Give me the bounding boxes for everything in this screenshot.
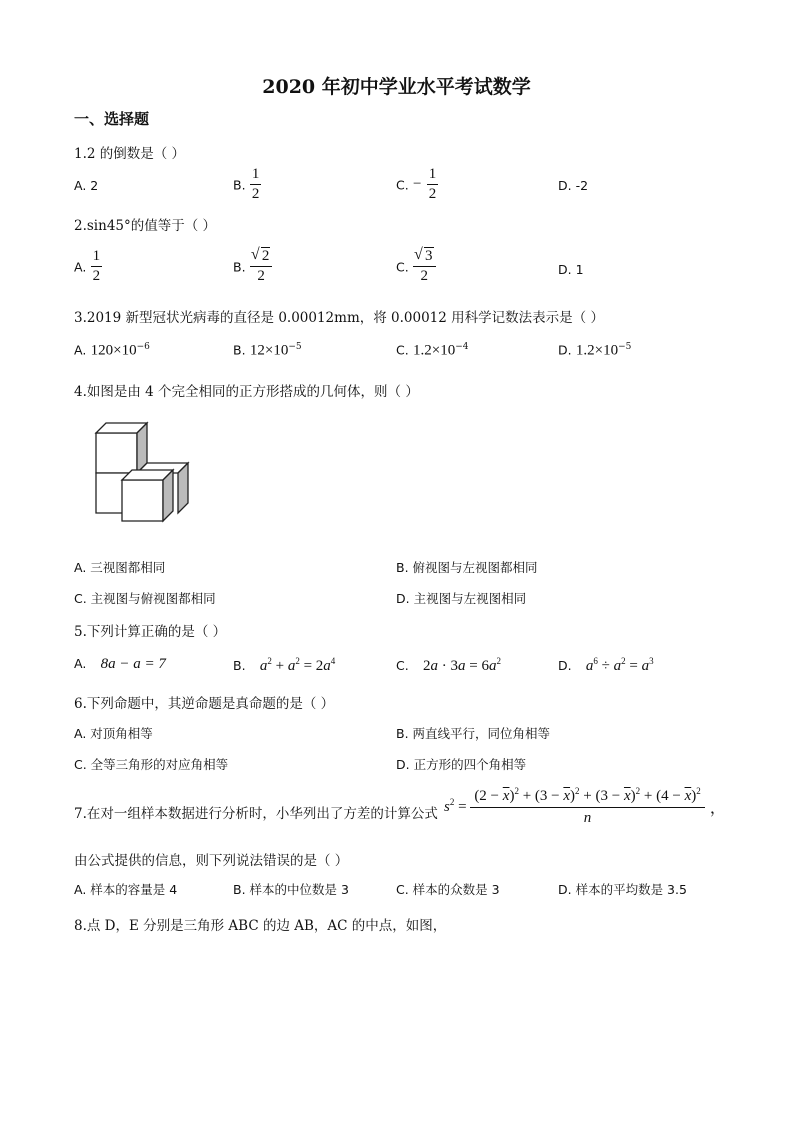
q2-option-a bbox=[74, 248, 102, 286]
question-7-stem-continued: 由公式提供的信息，则下列说法错误的是（ ） bbox=[74, 853, 349, 869]
q3-d-exponent: −5 bbox=[618, 342, 632, 352]
q3-c-coefficient: 1.2×10 bbox=[413, 342, 456, 359]
q4-option-d: D. 主视图与左视图相同 bbox=[396, 591, 527, 606]
q4-option-a: A. 三视图都相同 bbox=[74, 560, 166, 575]
q5-a-expression: 8a − a = 7 bbox=[100, 656, 166, 672]
q1-option-b bbox=[233, 166, 261, 204]
question-7-stem: 7.在对一组样本数据进行分析时，小华列出了方差的计算公式 bbox=[74, 806, 438, 822]
q2-option-d: D. 1 bbox=[558, 262, 584, 277]
stacked-cubes-figure bbox=[90, 418, 200, 528]
q2-option-c-fraction bbox=[413, 248, 436, 286]
q7-option-d: D. 样本的平均数是 3.5 bbox=[558, 882, 687, 897]
q7-option-a: A. 样本的容量是 4 bbox=[74, 882, 178, 897]
q2-option-b-label: B. bbox=[233, 259, 246, 275]
q1-option-d: D. -2 bbox=[558, 178, 589, 193]
q5-option-d bbox=[558, 656, 654, 675]
q5-option-c-label: C. bbox=[396, 658, 409, 673]
q3-c-exponent: −4 bbox=[455, 342, 469, 352]
q5-option-b-label: B. bbox=[233, 658, 246, 673]
q1-option-a: A. 2 bbox=[74, 178, 99, 193]
q2-option-a-label: A. bbox=[74, 259, 87, 275]
q1-c-numerator: 1 bbox=[427, 166, 439, 185]
question-3-stem: 3.2019 新型冠状光病毒的直径是 0.00012mm，将 0.00012 用科学记数法表示是（ ） bbox=[74, 310, 604, 326]
variance-symbol: $s^2$ = bbox=[444, 797, 471, 815]
q4-option-c: C. 主视图与俯视图都相同 bbox=[74, 591, 216, 606]
q3-a-coefficient: 120×10 bbox=[90, 342, 137, 359]
question-2-stem: 2.sin45°的值等于（ ） bbox=[74, 218, 217, 234]
q1-c-minus-sign: − bbox=[413, 176, 422, 193]
q3-option-b-label: B. bbox=[233, 342, 246, 358]
q2-a-denominator: 2 bbox=[92, 268, 101, 285]
question-1-stem: 1.2 的倒数是（ ） bbox=[74, 146, 186, 162]
q2-option-c bbox=[396, 248, 436, 286]
q3-option-c bbox=[396, 342, 469, 360]
variance-formula: $s^2$ = $\frac{(2 - \overline{x})^2 + (3 - \overline{x})^2 + (3 - \overline{x})^2 + (4 - \overline{x})^2}{n}$ ， bbox=[444, 786, 726, 826]
q2-b-radicand: 2 bbox=[261, 248, 270, 264]
q2-c-radicand: 3 bbox=[425, 248, 433, 264]
q6-option-c: C. 全等三角形的对应角相等 bbox=[74, 757, 229, 772]
q2-option-a-fraction bbox=[91, 248, 103, 286]
question-8-stem: 8.点 D，E 分别是三角形 ABC 的边 AB，AC 的中点，如图， bbox=[74, 918, 447, 934]
variance-numerator: $(2 - \overline{x})^2 + (3 - \overline{x})^2 + (3 - \overline{x})^2 + (4 - \overline{x})^2$ bbox=[470, 786, 704, 808]
q3-option-d-label: D. bbox=[558, 342, 572, 358]
q1-option-c-fraction bbox=[427, 166, 439, 204]
q2-b-denominator: 2 bbox=[257, 268, 265, 285]
q2-c-numerator bbox=[413, 248, 436, 267]
q1-option-b-fraction bbox=[250, 166, 262, 204]
q1-option-c bbox=[396, 166, 438, 204]
q5-option-a bbox=[74, 656, 166, 673]
q2-option-b bbox=[233, 248, 272, 286]
question-6-stem: 6.下列命题中，其逆命题是真命题的是（ ） bbox=[74, 696, 335, 712]
q2-a-numerator: 1 bbox=[91, 248, 103, 267]
sqrt-symbol bbox=[415, 248, 434, 265]
question-5-stem: 5.下列计算正确的是（ ） bbox=[74, 624, 227, 640]
q5-c-expression: $2a \cdot 3a = 6a^2$ bbox=[423, 656, 501, 674]
q3-option-b bbox=[233, 342, 302, 360]
q3-option-d bbox=[558, 342, 631, 360]
q7-option-c: C. 样本的众数是 3 bbox=[396, 882, 500, 897]
q2-option-b-fraction bbox=[250, 248, 273, 286]
q3-b-exponent: −5 bbox=[288, 342, 302, 352]
q5-d-expression: $a^6 \div a^2 = a^3$ bbox=[585, 656, 654, 674]
variance-fraction bbox=[470, 786, 704, 827]
q5-option-c bbox=[396, 656, 501, 675]
q6-option-d: D. 正方形的四个角相等 bbox=[396, 757, 527, 772]
q2-b-numerator bbox=[250, 248, 273, 267]
q3-option-a-label: A. bbox=[74, 342, 87, 358]
q4-option-b: B. 俯视图与左视图都相同 bbox=[396, 560, 538, 575]
q1-option-b-label: B. bbox=[233, 177, 246, 193]
q5-option-d-label: D. bbox=[558, 658, 572, 673]
q5-b-expression: $a^2 + a^2 = 2a^4$ bbox=[259, 656, 336, 674]
q1-option-c-label: C. bbox=[396, 177, 409, 193]
q1-b-numerator: 1 bbox=[250, 166, 262, 185]
q7-option-b: B. 样本的中位数是 3 bbox=[233, 882, 349, 897]
section-heading: 一、选择题 bbox=[74, 110, 150, 128]
variance-denominator: n bbox=[583, 810, 592, 826]
page-title: 2020 年初中学业水平考试数学 bbox=[262, 76, 531, 98]
sqrt-symbol bbox=[252, 248, 271, 265]
q5-option-b bbox=[233, 656, 335, 675]
q6-option-a: A. 对顶角相等 bbox=[74, 726, 153, 741]
q2-c-denominator: 2 bbox=[420, 268, 428, 285]
q1-c-denominator: 2 bbox=[428, 186, 437, 203]
q5-option-a-label: A. bbox=[74, 656, 87, 671]
question-4-stem: 4.如图是由 4 个完全相同的正方形搭成的几何体，则（ ） bbox=[74, 384, 419, 400]
q3-d-coefficient: 1.2×10 bbox=[575, 342, 619, 359]
q3-b-coefficient: 12×10 bbox=[249, 342, 289, 359]
q3-option-c-label: C. bbox=[396, 342, 409, 358]
q3-a-exponent: −6 bbox=[136, 342, 150, 352]
q2-option-c-label: C. bbox=[396, 259, 409, 275]
q1-b-denominator: 2 bbox=[251, 186, 260, 203]
q6-option-b: B. 两直线平行，同位角相等 bbox=[396, 726, 551, 741]
q3-option-a bbox=[74, 342, 150, 360]
